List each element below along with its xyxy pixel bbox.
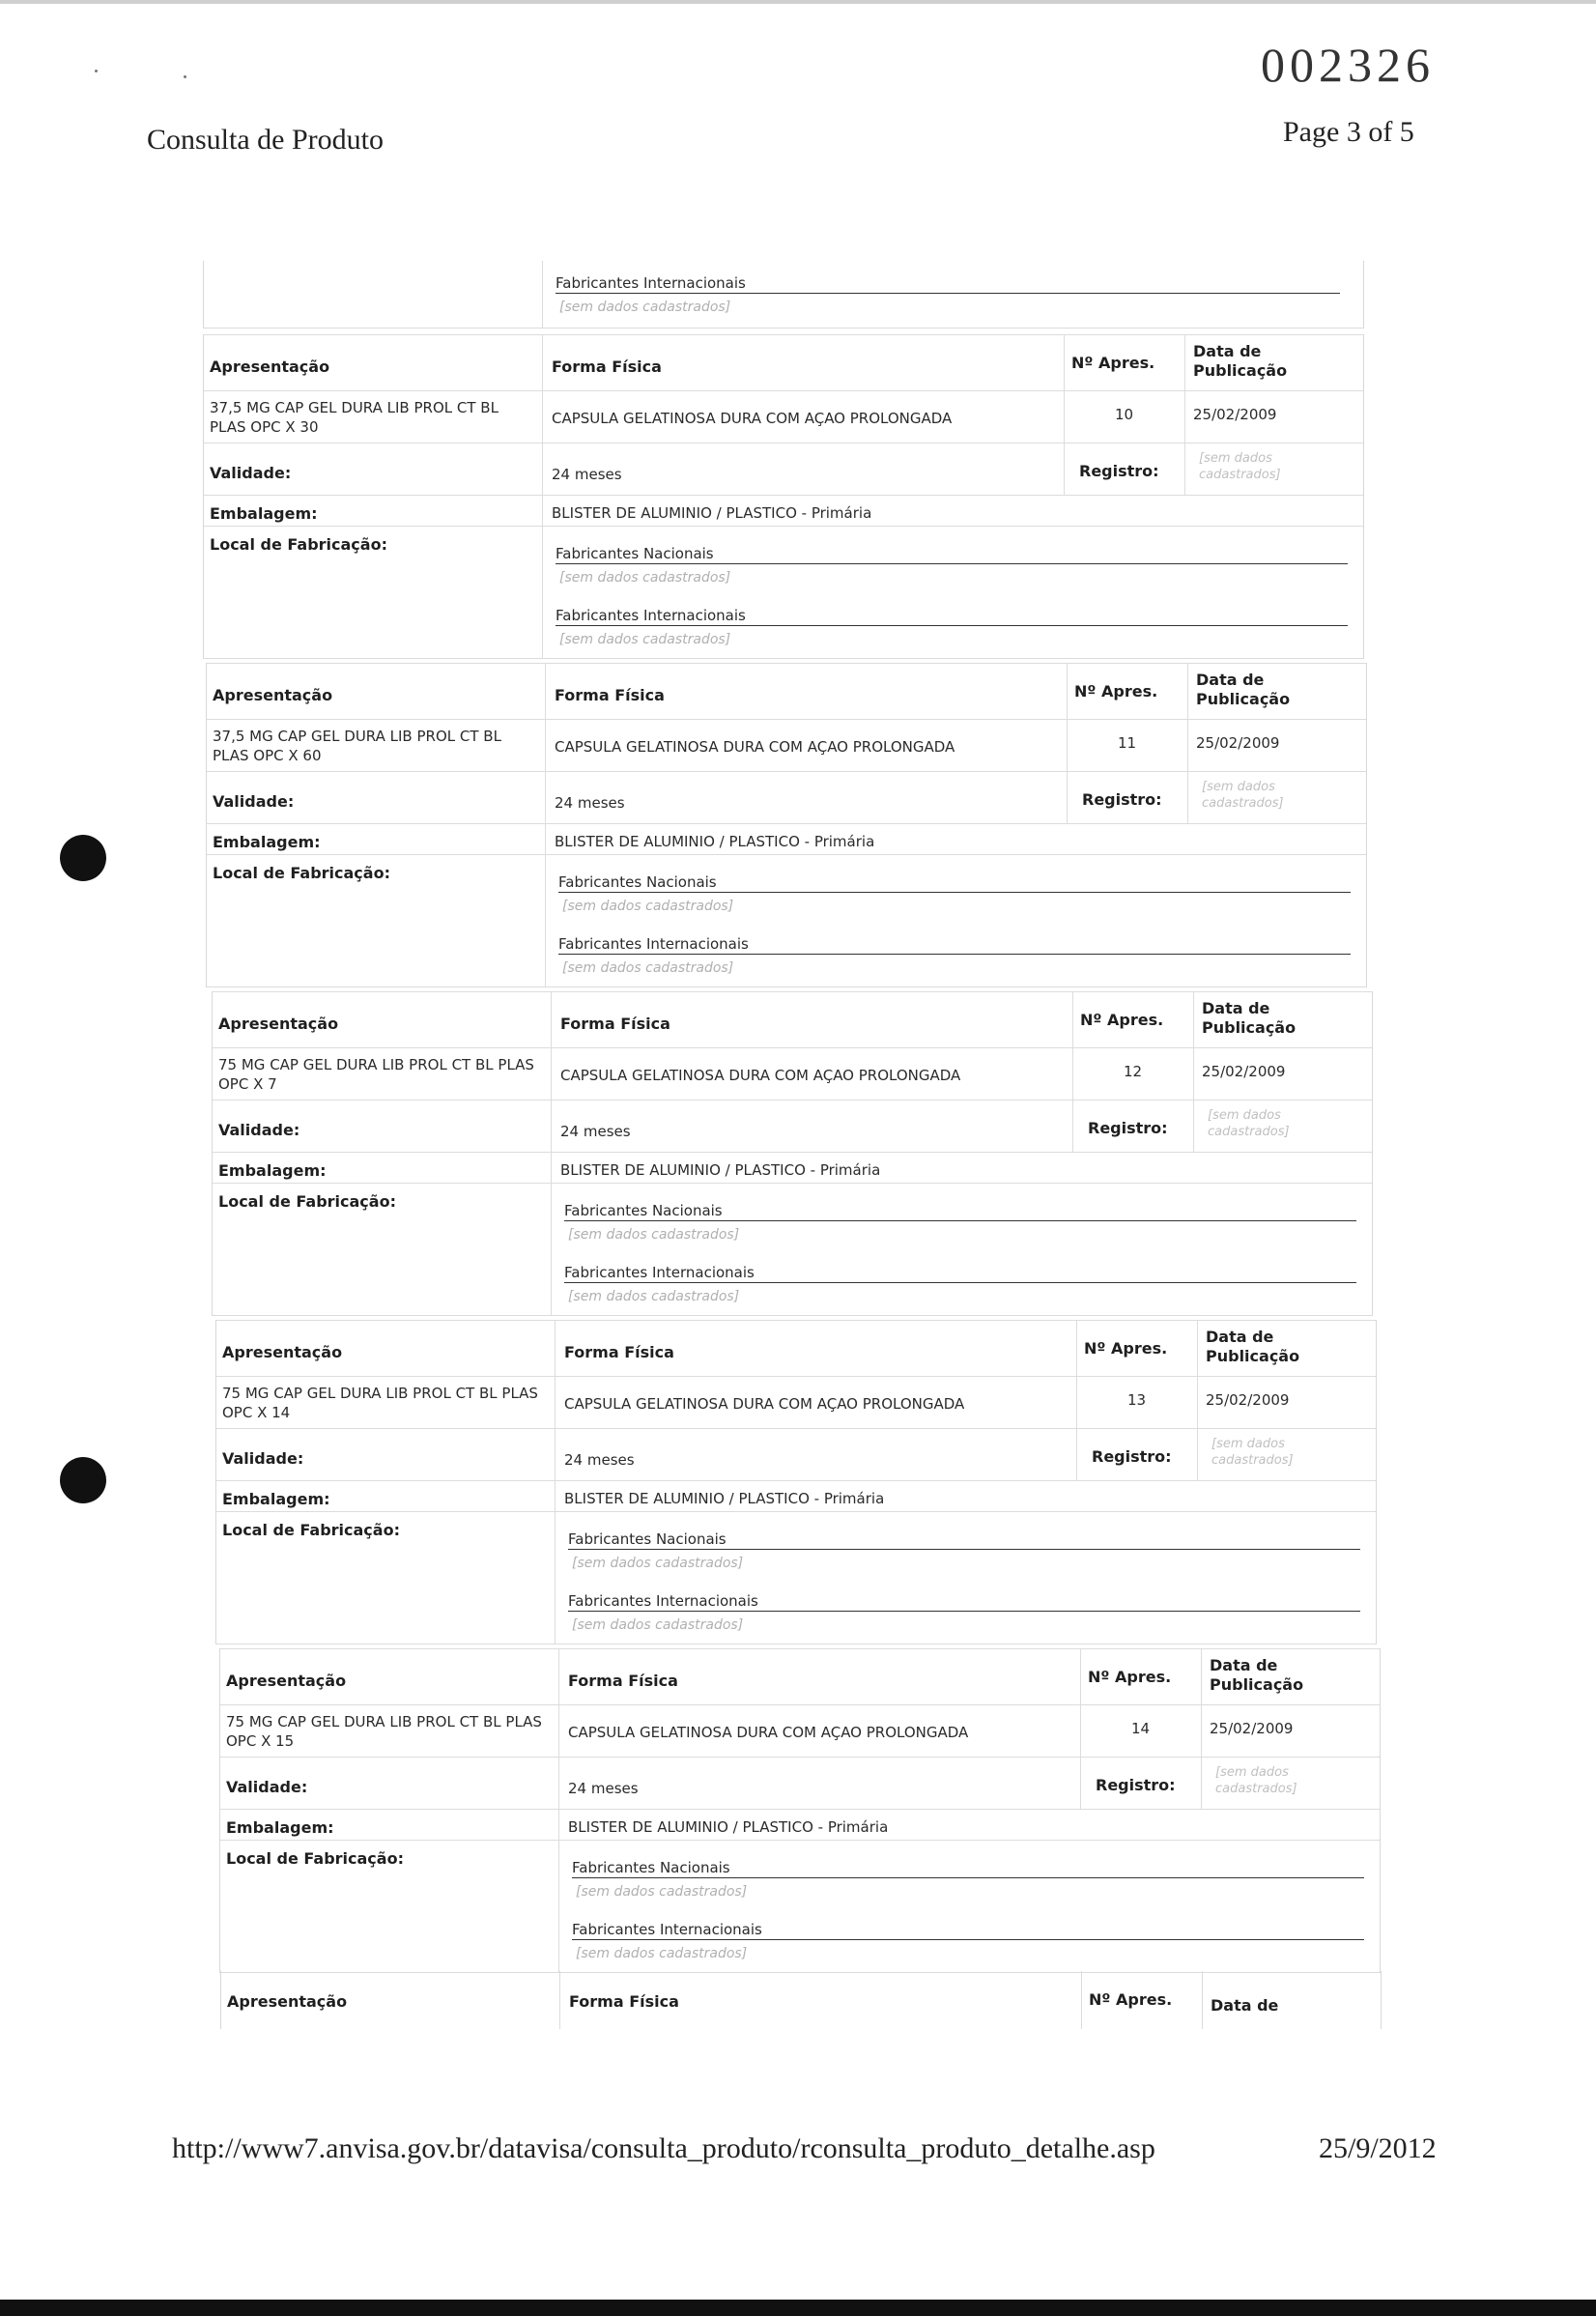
underline	[568, 1549, 1360, 1550]
validade-label: Validade:	[213, 792, 295, 811]
embalagem-label: Embalagem:	[222, 1490, 330, 1508]
forma-fisica-value: CAPSULA GELATINOSA DURA COM AÇAO PROLONGADA	[568, 1724, 969, 1741]
row-divider	[216, 1428, 1376, 1429]
row-divider	[207, 663, 1366, 664]
apresentacao-header: Apresentação	[222, 1343, 343, 1361]
row-divider	[213, 1315, 1372, 1316]
n-apres-header: Nº Apres.	[1071, 354, 1155, 372]
underline	[572, 1939, 1364, 1940]
local-fabricacao-label: Local de Fabricação:	[213, 864, 390, 882]
forma-fisica-header: Forma Física	[568, 1672, 678, 1690]
sem-dados-text: [sem dados cadastrados]	[568, 1227, 740, 1243]
sem-dados-text: [sem dados cadastrados]	[576, 1946, 748, 1961]
scan-speck	[184, 75, 186, 78]
fabricantes-internacionais-label: Fabricantes Internacionais	[556, 274, 746, 292]
registro-value: [sem dados cadastrados]	[1215, 1765, 1297, 1796]
data-de-header: Data de	[1196, 671, 1265, 689]
presentation-block	[219, 1648, 1381, 1973]
presentation-block	[203, 334, 1364, 659]
local-fabricacao-label: Local de Fabricação:	[218, 1192, 396, 1211]
apresentacao-header: Apresentação	[227, 1992, 348, 2011]
forma-fisica-header: Forma Física	[555, 686, 665, 704]
row-divider	[204, 658, 1363, 659]
underline	[568, 1611, 1360, 1612]
validade-value: 24 meses	[564, 1451, 635, 1469]
validade-value: 24 meses	[552, 466, 622, 483]
row-divider	[216, 1320, 1376, 1321]
data-de-header: Data de	[1211, 1996, 1279, 2015]
forma-fisica-header: Forma Física	[560, 1015, 670, 1033]
fabricantes-nacionais-label: Fabricantes Nacionais	[572, 1859, 730, 1876]
forma-fisica-value: CAPSULA GELATINOSA DURA COM AÇAO PROLONGADA	[564, 1395, 965, 1413]
registro-label: Registro:	[1082, 790, 1162, 809]
row-divider	[213, 1047, 1372, 1048]
registro-label: Registro:	[1079, 462, 1159, 480]
scan-edge-top	[0, 0, 1596, 4]
row-divider	[207, 771, 1366, 772]
row-divider	[216, 1376, 1376, 1377]
column-divider	[559, 1971, 560, 2029]
n-apres-header: Nº Apres.	[1084, 1339, 1168, 1358]
scan-speck	[95, 70, 98, 72]
validade-label: Validade:	[226, 1778, 308, 1796]
column-divider	[558, 1648, 559, 1972]
publicacao-header: Publicação	[1193, 361, 1288, 380]
presentation-block	[212, 991, 1373, 1316]
embalagem-value: BLISTER DE ALUMINIO / PLASTICO - Primária	[568, 1818, 889, 1836]
n-apres-value: 13	[1126, 1391, 1147, 1409]
validade-value: 24 meses	[560, 1123, 631, 1140]
sem-dados-text: [sem dados cadastrados]	[572, 1556, 744, 1571]
registro-value: [sem dados cadastrados]	[1202, 780, 1284, 811]
sem-dados-text: [sem dados cadastrados]	[559, 570, 731, 586]
apresentacao-header: Apresentação	[213, 686, 333, 704]
data-publicacao-value: 25/02/2009	[1210, 1720, 1294, 1737]
embalagem-value: BLISTER DE ALUMINIO / PLASTICO - Primária	[555, 833, 875, 850]
document-number-stamp: 002326	[1261, 38, 1435, 92]
validade-label: Validade:	[218, 1121, 300, 1139]
embalagem-label: Embalagem:	[213, 833, 321, 851]
fabricantes-internacionais-label: Fabricantes Internacionais	[564, 1264, 755, 1281]
sem-dados-text: [sem dados cadastrados]	[559, 632, 731, 647]
sem-dados-text: [sem dados cadastrados]	[572, 1617, 744, 1633]
embalagem-label: Embalagem:	[218, 1161, 327, 1180]
row-divider	[204, 526, 1363, 527]
presentation-block	[215, 1320, 1377, 1644]
column-divider	[1187, 663, 1188, 823]
row-divider	[204, 328, 1363, 329]
sem-dados-text: [sem dados cadastrados]	[562, 960, 734, 976]
row-divider	[213, 1100, 1372, 1101]
n-apres-header: Nº Apres.	[1089, 1990, 1173, 2009]
row-divider	[207, 986, 1366, 987]
apresentacao-value: 75 MG CAP GEL DURA LIB PROL CT BL PLAS OPC X 14	[222, 1385, 538, 1421]
data-de-header: Data de	[1210, 1656, 1278, 1674]
sem-dados-text: [sem dados cadastrados]	[559, 300, 731, 315]
publicacao-header: Publicação	[1202, 1018, 1297, 1037]
sem-dados-text: [sem dados cadastrados]	[562, 899, 734, 914]
row-divider	[216, 1480, 1376, 1481]
fabricantes-nacionais-label: Fabricantes Nacionais	[556, 545, 714, 562]
sem-dados-text: [sem dados cadastrados]	[576, 1884, 748, 1900]
fabricantes-nacionais-label: Fabricantes Nacionais	[564, 1202, 723, 1219]
forma-fisica-header: Forma Física	[552, 357, 662, 376]
underline	[572, 1877, 1364, 1878]
row-divider	[204, 334, 1363, 335]
data-publicacao-value: 25/02/2009	[1193, 406, 1277, 423]
presentation-block	[206, 663, 1367, 987]
column-divider	[542, 261, 543, 329]
apresentacao-value: 75 MG CAP GEL DURA LIB PROL CT BL PLAS OPC X 15	[226, 1713, 542, 1750]
n-apres-value: 12	[1123, 1063, 1143, 1080]
footer-date: 25/9/2012	[1319, 2132, 1437, 2164]
row-divider	[207, 854, 1366, 855]
fabricantes-internacionais-label: Fabricantes Internacionais	[572, 1921, 762, 1938]
fabricantes-nacionais-label: Fabricantes Nacionais	[558, 873, 717, 891]
publicacao-header: Publicação	[1196, 690, 1291, 708]
row-divider	[213, 1183, 1372, 1184]
column-divider	[1081, 1971, 1082, 2029]
row-divider	[207, 719, 1366, 720]
underline	[564, 1282, 1356, 1283]
row-divider	[207, 823, 1366, 824]
local-fabricacao-label: Local de Fabricação:	[226, 1849, 404, 1868]
embalagem-label: Embalagem:	[210, 504, 318, 523]
row-divider	[220, 1809, 1380, 1810]
row-divider	[220, 1704, 1380, 1705]
row-divider	[204, 390, 1363, 391]
n-apres-header: Nº Apres.	[1074, 682, 1158, 701]
row-divider	[220, 1840, 1380, 1841]
page-indicator: Page 3 of 5	[1283, 116, 1414, 148]
underline	[558, 892, 1351, 893]
partial-top-block	[203, 261, 1364, 329]
row-divider	[213, 991, 1372, 992]
partial-bottom-block	[220, 1971, 1382, 2029]
publicacao-header: Publicação	[1206, 1347, 1300, 1365]
underline	[564, 1220, 1356, 1221]
embalagem-label: Embalagem:	[226, 1818, 334, 1837]
forma-fisica-value: CAPSULA GELATINOSA DURA COM AÇAO PROLONGADA	[555, 738, 955, 756]
registro-value: [sem dados cadastrados]	[1208, 1108, 1290, 1139]
forma-fisica-header: Forma Física	[569, 1992, 679, 2011]
forma-fisica-value: CAPSULA GELATINOSA DURA COM AÇAO PROLONGADA	[552, 410, 953, 427]
row-divider	[220, 1757, 1380, 1758]
local-fabricacao-label: Local de Fabricação:	[222, 1521, 400, 1539]
footer-url: http://www7.anvisa.gov.br/datavisa/consulta_produto/rconsulta_produto_detalhe.asp	[172, 2132, 1155, 2164]
row-divider	[220, 1648, 1380, 1649]
fabricantes-internacionais-label: Fabricantes Internacionais	[558, 935, 749, 953]
fabricantes-internacionais-label: Fabricantes Internacionais	[556, 607, 746, 624]
fabricantes-nacionais-label: Fabricantes Nacionais	[568, 1530, 727, 1548]
data-publicacao-value: 25/02/2009	[1206, 1391, 1290, 1409]
embalagem-value: BLISTER DE ALUMINIO / PLASTICO - Primária	[560, 1161, 881, 1179]
registro-label: Registro:	[1092, 1447, 1172, 1466]
apresentacao-header: Apresentação	[210, 357, 330, 376]
validade-label: Validade:	[222, 1449, 304, 1468]
apresentacao-header: Apresentação	[226, 1672, 347, 1690]
registro-value: [sem dados cadastrados]	[1199, 451, 1281, 482]
apresentacao-value: 37,5 MG CAP GEL DURA LIB PROL CT BL PLAS OPC X 30	[210, 399, 499, 436]
n-apres-header: Nº Apres.	[1088, 1668, 1172, 1686]
n-apres-header: Nº Apres.	[1080, 1011, 1164, 1029]
data-publicacao-value: 25/02/2009	[1202, 1063, 1286, 1080]
forma-fisica-value: CAPSULA GELATINOSA DURA COM AÇAO PROLONGADA	[560, 1067, 961, 1084]
validade-value: 24 meses	[568, 1780, 639, 1797]
validade-value: 24 meses	[555, 794, 625, 812]
registro-value: [sem dados cadastrados]	[1211, 1437, 1294, 1468]
row-divider	[204, 495, 1363, 496]
column-divider	[545, 663, 546, 986]
column-divider	[1184, 334, 1185, 495]
column-divider	[1201, 1648, 1202, 1809]
embalagem-value: BLISTER DE ALUMINIO / PLASTICO - Primária	[564, 1490, 885, 1507]
row-divider	[213, 1152, 1372, 1153]
data-de-header: Data de	[1202, 999, 1270, 1017]
apresentacao-header: Apresentação	[218, 1015, 339, 1033]
punch-hole	[60, 835, 106, 881]
row-divider	[216, 1511, 1376, 1512]
n-apres-value: 11	[1117, 734, 1137, 752]
underline	[556, 293, 1340, 294]
validade-label: Validade:	[210, 464, 292, 482]
embalagem-value: BLISTER DE ALUMINIO / PLASTICO - Primária	[552, 504, 872, 522]
apresentacao-value: 75 MG CAP GEL DURA LIB PROL CT BL PLAS OPC X 7	[218, 1056, 534, 1093]
scan-edge-bottom	[0, 2300, 1596, 2316]
data-de-header: Data de	[1193, 342, 1262, 360]
page-title: Consulta de Produto	[147, 124, 384, 156]
publicacao-header: Publicação	[1210, 1675, 1304, 1694]
n-apres-value: 10	[1114, 406, 1134, 423]
column-divider	[1197, 1320, 1198, 1480]
sem-dados-text: [sem dados cadastrados]	[568, 1289, 740, 1304]
underline	[556, 625, 1348, 626]
underline	[558, 954, 1351, 955]
column-divider	[1193, 991, 1194, 1152]
column-divider	[542, 334, 543, 658]
local-fabricacao-label: Local de Fabricação:	[210, 535, 387, 554]
column-divider	[1202, 1971, 1203, 2029]
column-divider	[555, 1320, 556, 1644]
registro-label: Registro:	[1088, 1119, 1168, 1137]
column-divider	[551, 991, 552, 1315]
punch-hole	[60, 1457, 106, 1503]
underline	[556, 563, 1348, 564]
apresentacao-value: 37,5 MG CAP GEL DURA LIB PROL CT BL PLAS OPC X 60	[213, 728, 501, 764]
data-publicacao-value: 25/02/2009	[1196, 734, 1280, 752]
registro-label: Registro:	[1096, 1776, 1176, 1794]
forma-fisica-header: Forma Física	[564, 1343, 674, 1361]
fabricantes-internacionais-label: Fabricantes Internacionais	[568, 1592, 758, 1610]
n-apres-value: 14	[1130, 1720, 1151, 1737]
data-de-header: Data de	[1206, 1328, 1274, 1346]
